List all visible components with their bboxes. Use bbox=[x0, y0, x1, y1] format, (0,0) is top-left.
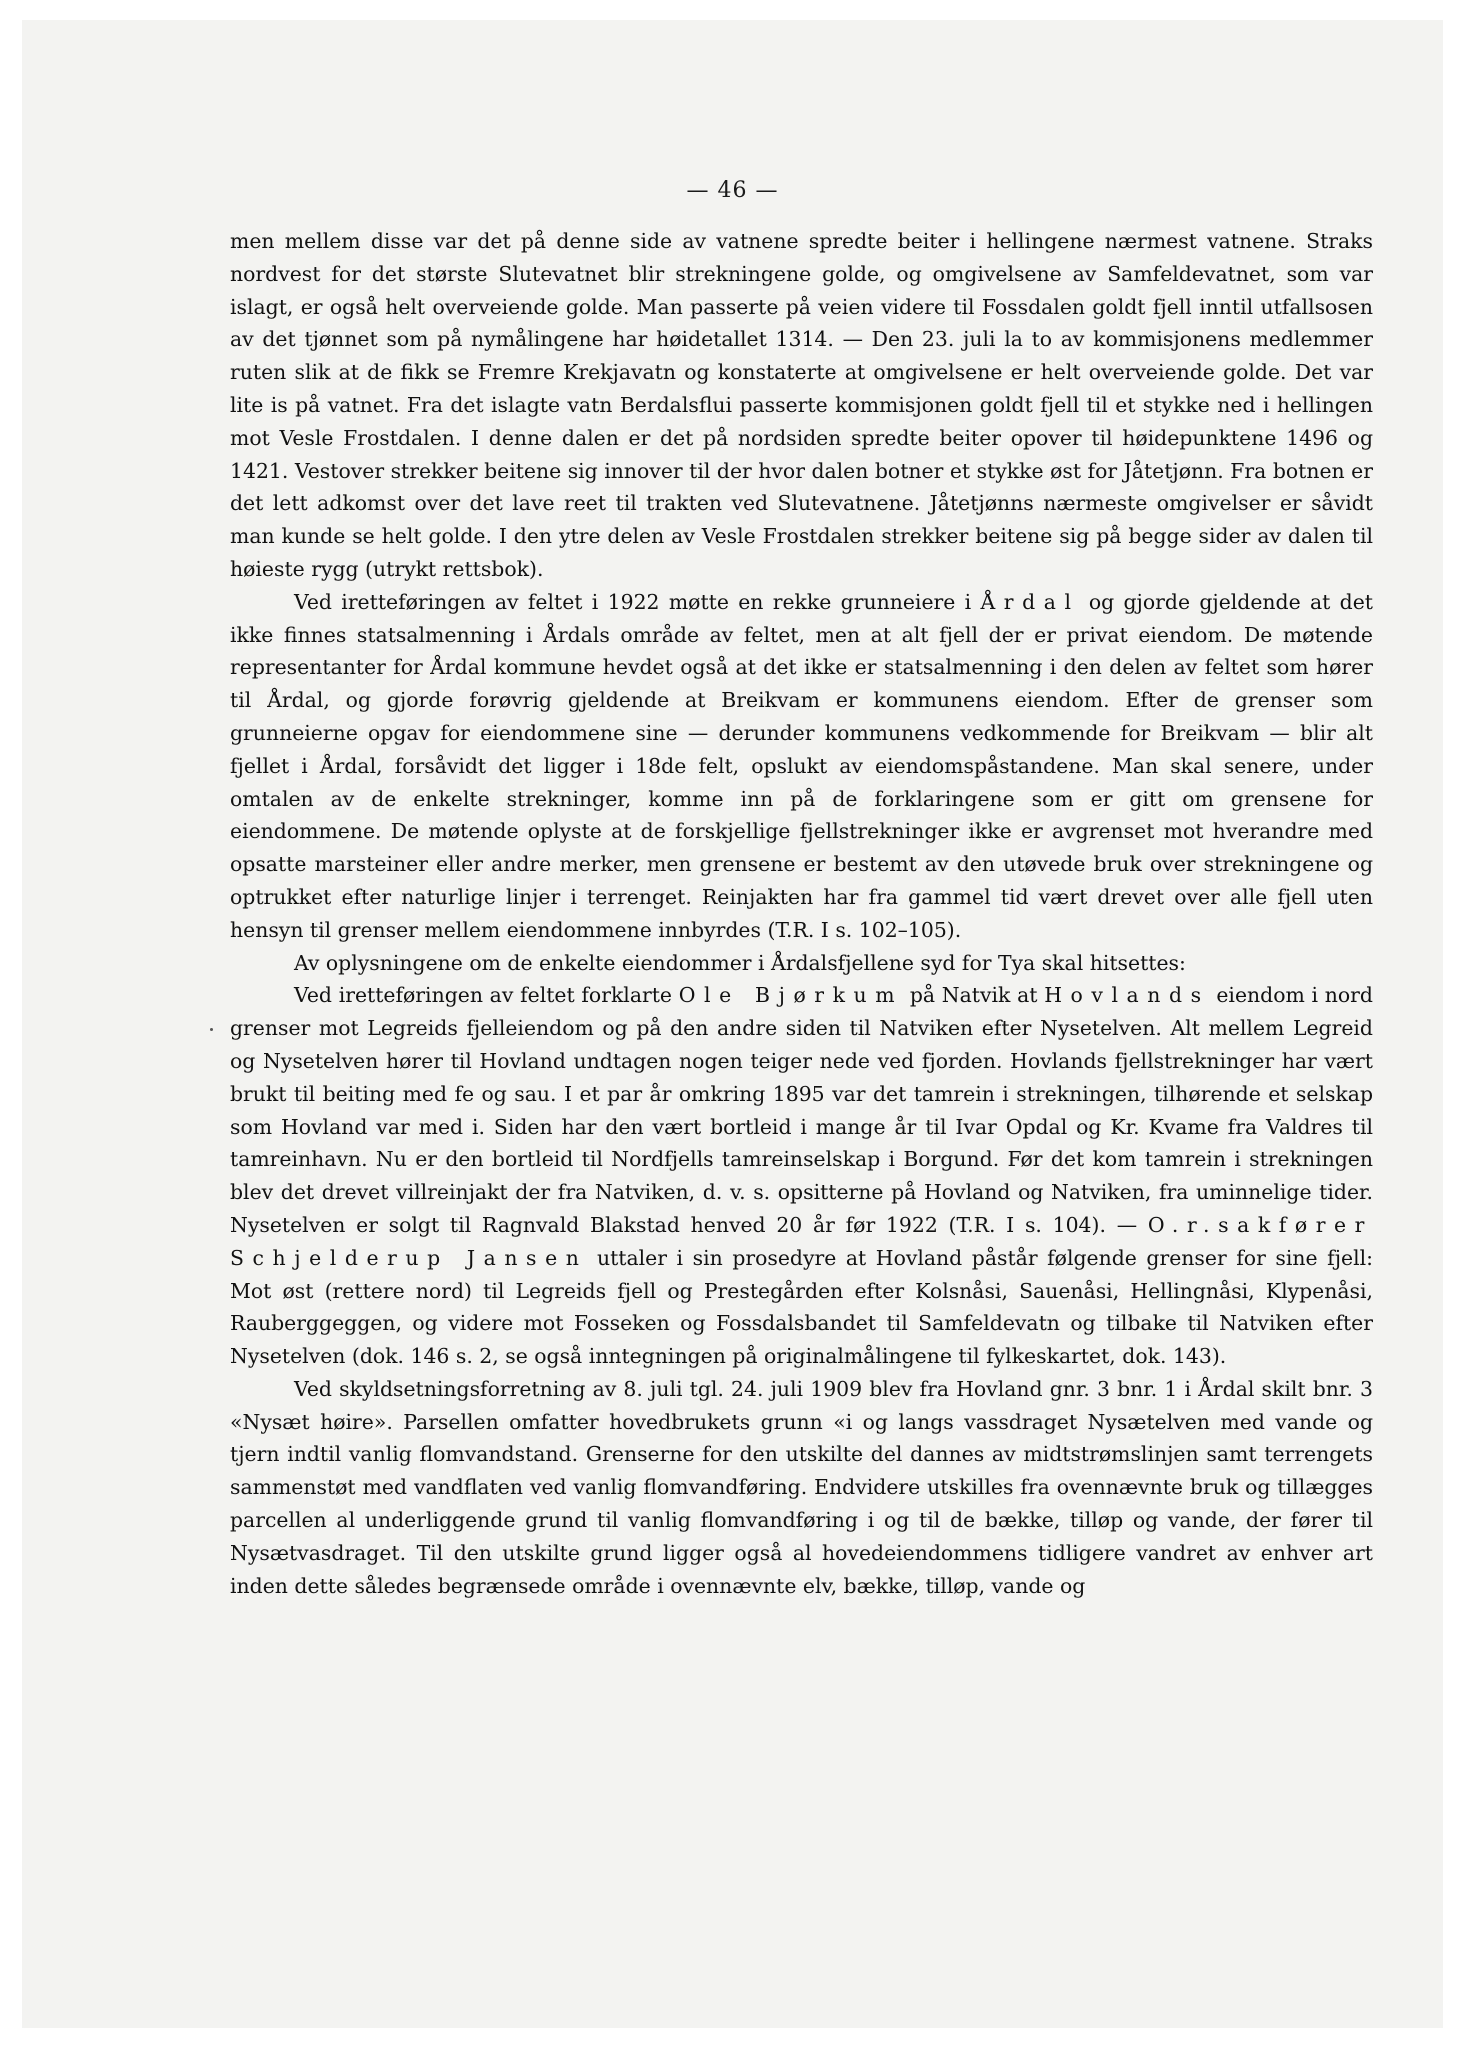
text-run: på Natvik at bbox=[903, 983, 1045, 1008]
spaced-name: Hovlands bbox=[1044, 983, 1210, 1008]
document-page bbox=[22, 20, 1443, 2028]
paragraph bbox=[230, 586, 1373, 947]
text-run: eiendom i nord grenser mot Legreids fjelleiendom og på den andre siden til Natviken efter Nysetelven. Alt mellem Legreid og Nysetelven hører til Hovland undtagen nogen teiger nede ved fjorden. Hovlands fjellstrekninger har vært brukt til beiting med fe og sau. I et par år omkring 1895 var det tamrein i strekningen, tilhørende et selskap som Hovland var med i. Siden har den vært bortleid i mange år til Ivar Opdal og Kr. Kvame fra Valdres til tamreinhavn. Nu er den bortleid til Nordfjells tamreinselskap i Borgund. Før det kom tamrein i strekningen blev det drevet villreinjakt der fra Natviken, d. v. s. opsitterne på Hovland og Natviken, fra uminnelige tider. Nysetelven er solgt til Ragnvald Blakstad henved 20 år før 1922 (T.R. I s. 104). — bbox=[230, 983, 1373, 1237]
text-run: uttaler i sin prosedyre at Hovland påstår følgende grenser for sine fjell: Mot øst (rettere nord) til Legreids fjell og Prestegården efter Kolsnåsi, Sauenåsi, Hellingnåsi, Klypenåsi, Rauberggeggen, og videre mot Fosseken og Fossdalsbandet til Samfeldevatn og tilbake til Natviken efter Nysetelven (dok. 146 s. 2, se også inntegningen på originalmålingene til fylkeskartet, dok. 143). bbox=[230, 1245, 1373, 1369]
text-run: Ved skyldsetningsforretning av 8. juli tgl. 24. juli 1909 blev fra Hovland gnr. 3 bnr. 1 i Årdal skilt bnr. 3 «Nysæt høire». Parsellen omfatter hovedbrukets grunn «i og langs vassdraget Nysætelven med vande og tjern indtil vanlig flomvandstand. Grenserne for den utskilte del dannes av midtstrømslinjen samt terrengets sammenstøt med vandflaten ved vanlig flomvandføring. Endvidere utskilles fra ovennævnte bruk og tillægges parcellen al underliggende grund til vanlig flomvandføring i og til de bække, tilløp og vande, der fører til Nysætvasdraget. Til den utskilte grund ligger også al hovedeiendommens tidligere vandret av enhver art inden dette således begrænsede område i ovennævnte elv, bække, tilløp, vande og bbox=[230, 1376, 1373, 1598]
body-text bbox=[230, 225, 1373, 1602]
page-number: — 46 — bbox=[686, 178, 779, 203]
text-run: Av oplysningene om de enkelte eiendommer i Årdalsfjellene syd for Tya skal hitsettes: bbox=[294, 950, 1186, 975]
paragraph bbox=[230, 225, 1373, 586]
text-run: og gjorde gjeldende at det ikke finnes statsalmenning i Årdals område av feltet, men at alt fjell der er privat eiendom. De møtende representanter for Årdal kommune hevdet også at det ikke er statsalmenning i den delen av feltet som hører til Årdal, og gjorde forøvrig gjeldende at Breikvam er kommunens eiendom. Efter de grenser som grunneierne opgav for eiendommene sine — derunder kommunens vedkommende for Breikvam — blir alt fjellet i Årdal, forsåvidt det ligger i 18de felt, opslukt av eiendomspåstandene. Man skal senere, under omtalen av de enkelte strekninger, komme inn på de forklaringene som er gitt om grensene for eiendommene. De møtende oplyste at de forskjellige fjellstrekninger ikke er avgrenset mot hverandre med opsatte marsteiner eller andre merker, men grensene er bestemt av den utøvede bruk over strekningene og optrukket efter naturlige linjer i terrenget. Reinjakten har fra gammel tid vært drevet over alle fjell uten hensyn til grenser mellem eiendommene innbyrdes (T.R. I s. 102–105). bbox=[230, 589, 1373, 942]
text-run: men mellem disse var det på denne side av vatnene spredte beiter i hellingene nærmest vatnene. Straks nordvest for det største Slutevatnet blir strekningene golde, og omgivelsene av Samfeldevatnet, som var islagt, er også helt overveiende golde. Man passerte på veien videre til Fossdalen goldt fjell inntil utfallsosen av det tjønnet som på nymålingene har høidetallet 1314. — Den 23. juli la to av kommisjonens medlemmer ruten slik at de fikk se Fremre Krekjavatn og konstaterte at omgivelsene er helt overveiende golde. Det var lite is på vatnet. Fra det islagte vatn Berdalsflui passerte kommisjonen goldt fjell til et stykke ned i hellingen mot Vesle Frostdalen. I denne dalen er det på nordsiden spredte beiter opover til høidepunktene 1496 og 1421. Vestover strekker beitene sig innover til der hvor dalen botner et stykke øst for Jåtetjønn. Fra botnen er det lett adkomst over det lave reet til trakten ved Slutevatnene. Jåtetjønns nærmeste omgivelser er såvidt man kunde se helt golde. I den ytre delen av Vesle Frostdalen strekker beitene sig på begge sider av dalen til høieste rygg (utrykt rettsbok). bbox=[230, 229, 1373, 581]
text-run: Ved iretteføringen av feltet forklarte bbox=[294, 983, 679, 1008]
spaced-name: Ole Bjørkum bbox=[678, 983, 904, 1008]
text-run: Ved iretteføringen av feltet i 1922 møtte en rekke grunneiere i bbox=[294, 589, 981, 614]
paragraph bbox=[230, 1373, 1373, 1603]
spaced-name: Årdal bbox=[980, 589, 1080, 614]
paragraph bbox=[230, 947, 1373, 980]
spaced-name: O.r.sakfører Schjelderup Jansen bbox=[230, 1212, 1373, 1270]
margin-mark bbox=[210, 1028, 213, 1031]
paragraph bbox=[230, 979, 1373, 1373]
